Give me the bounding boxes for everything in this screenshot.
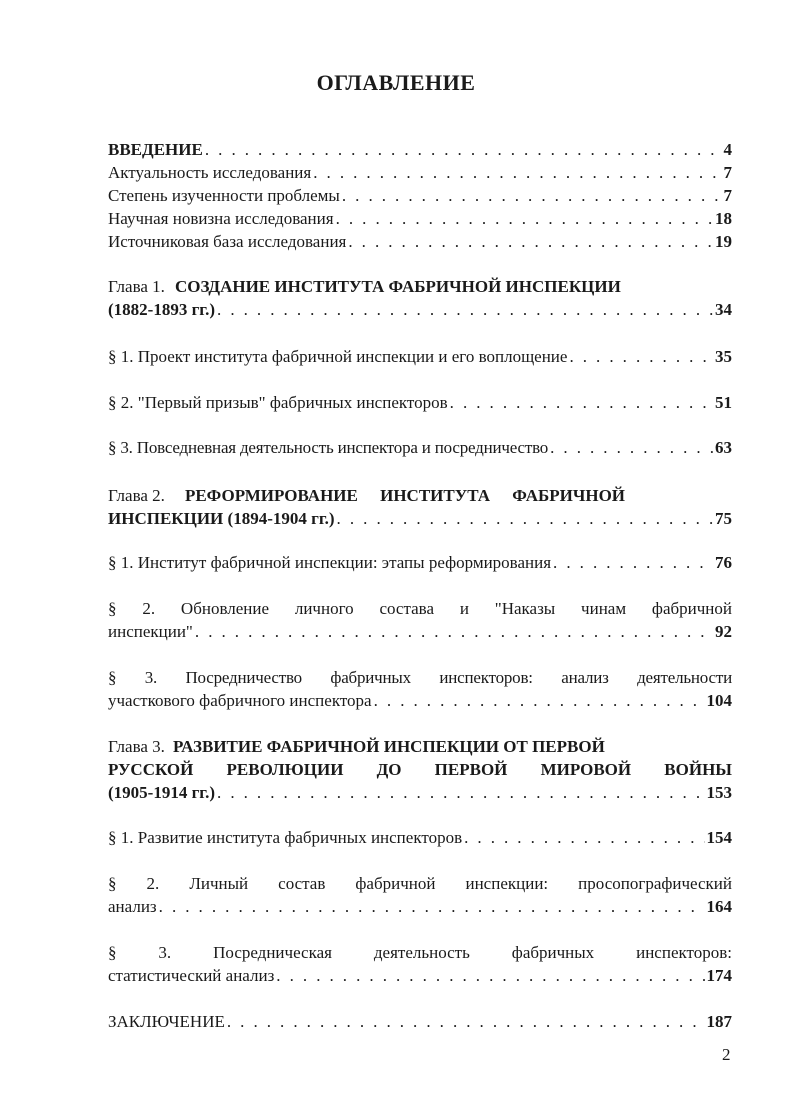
chapter-title-cont: РУССКОЙ РЕВОЛЮЦИИ ДО ПЕРВОЙ МИРОВОЙ ВОЙНЫ	[108, 760, 732, 779]
toc-entry-intro-item[interactable]	[108, 161, 732, 184]
leader-dots	[450, 391, 713, 414]
leader-dots	[553, 551, 713, 574]
toc-page: 187	[706, 1012, 732, 1031]
toc-page: 92	[715, 622, 732, 641]
leader-dots	[336, 207, 713, 230]
toc-page: 34	[715, 300, 732, 319]
toc-entry-chapter-1[interactable]	[108, 275, 732, 321]
toc-page: 104	[706, 691, 732, 710]
toc-entry-section[interactable]	[108, 345, 732, 368]
toc-label: Источниковая база исследования	[108, 232, 347, 251]
chapter-title: РАЗВИТИЕ ФАБРИЧНОЙ ИНСПЕКЦИИ ОТ ПЕРВОЙ	[172, 737, 605, 756]
leader-dots	[313, 161, 721, 184]
toc-entry-section[interactable]	[108, 391, 732, 414]
toc-entry-chapter-2[interactable]	[108, 484, 732, 530]
toc-page: 63	[715, 438, 732, 457]
toc-label: Актуальность исследования	[108, 163, 312, 182]
leader-dots	[217, 781, 704, 804]
toc-label: § 3. Посредническая деятельность фабричных инспекторов:	[108, 943, 732, 962]
toc-page: 51	[715, 393, 732, 412]
leader-dots	[159, 895, 705, 918]
toc-label-cont: статистический анализ	[108, 966, 275, 985]
toc-entry-section[interactable]	[108, 826, 732, 849]
leader-dots	[550, 436, 713, 459]
toc-label: § 2. "Первый призыв" фабричных инспекторов	[108, 393, 448, 412]
toc-entry-chapter-3[interactable]	[108, 735, 732, 804]
page-title: ОГЛАВЛЕНИЕ	[316, 70, 476, 95]
toc-label: § 1. Институт фабричной инспекции: этапы реформирования	[108, 553, 552, 572]
toc-label-cont: инспекции"	[108, 622, 193, 641]
leader-dots	[195, 620, 713, 643]
chapter-title-cont: ИНСПЕКЦИИ (1894-1904 гг.)	[108, 509, 335, 528]
toc-label: § 1. Развитие института фабричных инспекторов	[108, 828, 463, 847]
leader-dots	[348, 230, 713, 253]
toc-page: 7	[723, 186, 732, 205]
toc-label: § 3. Повседневная деятельность инспектора и посредничество	[108, 438, 549, 457]
toc-label: ЗАКЛЮЧЕНИЕ	[108, 1012, 225, 1031]
leader-dots	[374, 689, 705, 712]
chapter-prefix: Глава 3.	[108, 737, 165, 756]
toc-label: § 2. Обновление личного состава и "Наказы чинам фабричной	[108, 599, 732, 618]
leader-dots	[205, 138, 722, 161]
toc-label-cont: участкового фабричного инспектора	[108, 691, 372, 710]
leader-dots	[276, 964, 704, 987]
leader-dots	[342, 184, 722, 207]
chapter-title-cont: (1882-1893 гг.)	[108, 300, 216, 319]
toc-entry-section[interactable]	[108, 436, 732, 459]
toc-entry-intro-item[interactable]	[108, 184, 732, 207]
toc-page: 18	[715, 209, 732, 228]
toc-label: § 3. Посредничество фабричных инспекторов: анализ деятельности	[108, 668, 732, 687]
toc-entry-section[interactable]	[108, 666, 732, 712]
leader-dots	[227, 1010, 705, 1033]
toc-label: Научная новизна исследования	[108, 209, 334, 228]
leader-dots	[464, 826, 704, 849]
toc-page: 35	[715, 347, 732, 366]
toc-entry-intro[interactable]	[108, 138, 732, 161]
toc-entry-section[interactable]	[108, 551, 732, 574]
toc-label: § 2. Личный состав фабричной инспекции: просопографический	[108, 874, 732, 893]
chapter-title-cont: (1905-1914 гг.)	[108, 783, 216, 802]
toc-entry-section[interactable]	[108, 597, 732, 643]
chapter-prefix: Глава 2.	[108, 486, 165, 505]
toc-entry-conclusion[interactable]	[108, 1010, 732, 1033]
toc-page: 154	[706, 828, 732, 847]
toc-page: 153	[706, 783, 732, 802]
toc-page: 19	[715, 232, 732, 251]
toc-entry-section[interactable]	[108, 872, 732, 918]
chapter-title: РЕФОРМИРОВАНИЕ ИНСТИТУТА ФАБРИЧНОЙ	[184, 486, 626, 505]
toc-label-cont: анализ	[108, 897, 157, 916]
leader-dots	[337, 507, 713, 530]
toc-page: 174	[706, 966, 732, 985]
leader-dots	[217, 298, 713, 321]
toc-page: 7	[723, 163, 732, 182]
toc-page: 75	[715, 509, 732, 528]
toc-entry-section[interactable]	[108, 941, 732, 987]
toc-entry-intro-item[interactable]	[108, 207, 732, 230]
toc-page: 4	[723, 140, 732, 159]
leader-dots	[569, 345, 713, 368]
page-number: 2	[722, 1045, 731, 1064]
toc-label: § 1. Проект института фабричной инспекции и его воплощение	[108, 347, 568, 366]
chapter-prefix: Глава 1.	[108, 277, 165, 296]
toc-page: 76	[715, 553, 732, 572]
toc-page: 164	[706, 897, 732, 916]
toc-label: Степень изученности проблемы	[108, 186, 340, 205]
toc-label: ВВЕДЕНИЕ	[108, 140, 203, 159]
chapter-title: СОЗДАНИЕ ИНСТИТУТА ФАБРИЧНОЙ ИНСПЕКЦИИ	[174, 277, 621, 296]
toc-entry-intro-item[interactable]	[108, 230, 732, 253]
